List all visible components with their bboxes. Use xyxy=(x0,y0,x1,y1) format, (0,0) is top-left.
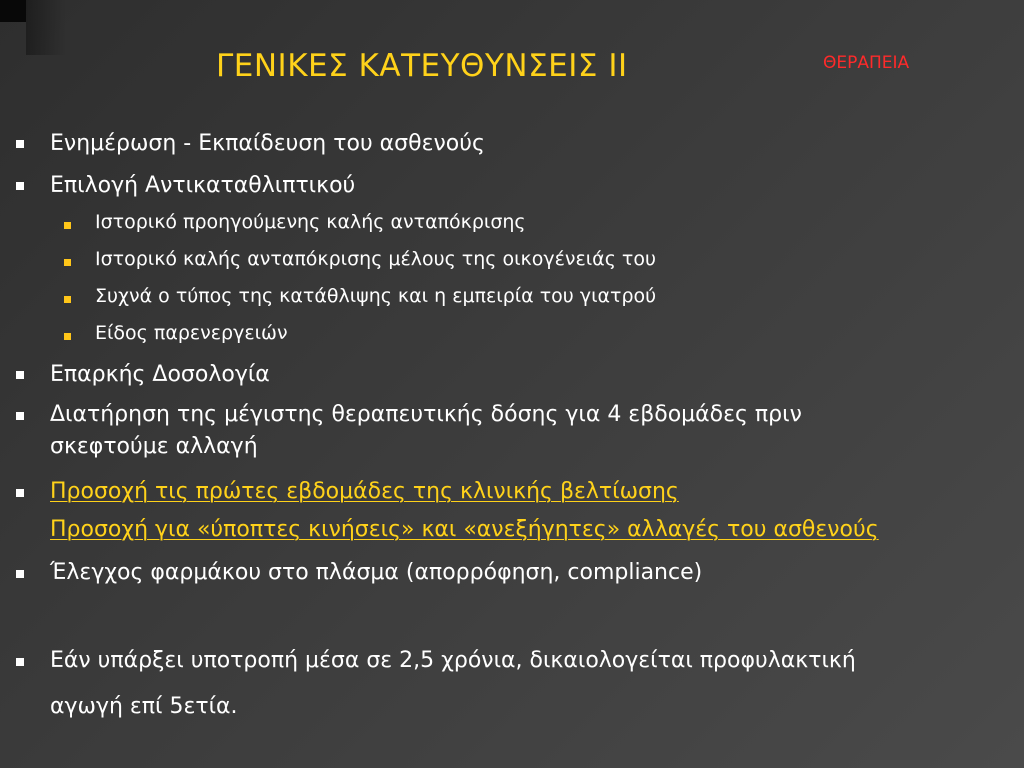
bullet-icon xyxy=(16,489,24,497)
corner-decoration xyxy=(0,0,26,22)
section-tag: ΘΕΡΑΠΕΙΑ xyxy=(823,53,910,73)
list-item-continuation: σκεφτούμε αλλαγή xyxy=(50,434,258,459)
sub-bullet-icon xyxy=(64,333,71,340)
bullet-icon xyxy=(16,658,24,666)
hyperlink-item[interactable]: Προσοχή για «ύποπτες κινήσεις» και «ανεξήγητες» αλλαγές του ασθενούς xyxy=(50,517,879,542)
list-item: Έλεγχος φαρμάκου στο πλάσμα (απορρόφηση, compliance) xyxy=(50,560,703,585)
list-item: Εάν υπάρξει υποτροπή μέσα σε 2,5 χρόνια, δικαιολογείται προφυλακτική xyxy=(50,648,856,673)
list-item: Διατήρηση της μέγιστης θεραπευτικής δόσης για 4 εβδομάδες πριν xyxy=(50,402,802,427)
list-item: Επαρκής Δοσολογία xyxy=(50,362,270,387)
bullet-icon xyxy=(16,140,24,148)
sub-list-item: Είδος παρενεργειών xyxy=(95,322,288,344)
sub-bullet-icon xyxy=(64,222,71,229)
bullet-icon xyxy=(16,412,24,420)
bullet-icon xyxy=(16,182,24,190)
list-item: Ενημέρωση - Εκπαίδευση του ασθενούς xyxy=(50,131,485,156)
sub-list-item: Ιστορικό καλής ανταπόκρισης μέλους της οικογένειάς του xyxy=(95,248,656,270)
sub-bullet-icon xyxy=(64,259,71,266)
bullet-icon xyxy=(16,371,24,379)
sub-list-item: Ιστορικό προηγούμενης καλής ανταπόκρισης xyxy=(95,211,526,233)
list-item: Επιλογή Αντικαταθλιπτικού xyxy=(50,173,356,198)
slide-title: ΓΕΝΙΚΕΣ ΚΑΤΕΥΘΥΝΣΕΙΣ ΙΙ xyxy=(216,48,628,84)
sub-list-item: Συχνά ο τύπος της κατάθλιψης και η εμπειρία του γιατρού xyxy=(95,285,657,307)
sub-bullet-icon xyxy=(64,296,71,303)
bullet-icon xyxy=(16,570,24,578)
hyperlink-item[interactable]: Προσοχή τις πρώτες εβδομάδες της κλινικής βελτίωσης xyxy=(50,479,679,504)
list-item-continuation: αγωγή επί 5ετία. xyxy=(50,694,238,719)
